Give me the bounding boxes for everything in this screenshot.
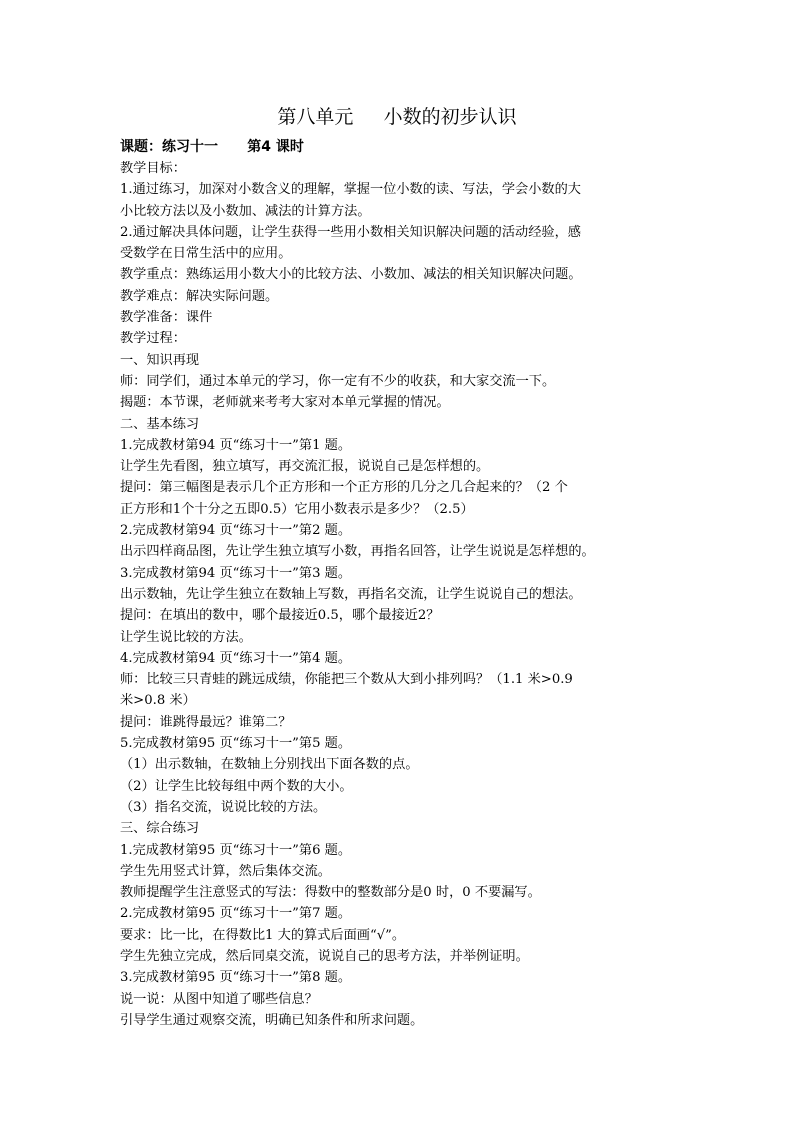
text-line: 教学重点：熟练运用小数大小的比较方法、小数加、减法的相关知识解决问题。 xyxy=(120,267,582,283)
text-line: 学生先独立完成，然后同桌交流，说说自己的思考方法，并举例证明。 xyxy=(120,948,529,964)
text-line: 3.完成教材第94 页“练习十一”第3 题。 xyxy=(120,565,352,581)
text-line: 教学目标： xyxy=(120,161,186,176)
lesson-heading: 课题：练习十一 第4 课时 xyxy=(120,139,304,155)
text-line: 教学难点：解决实际问题。 xyxy=(120,288,279,304)
document-body xyxy=(120,158,680,1031)
text-line: 要求：比一比，在得数比1 大的算式后面画“√”。 xyxy=(120,927,406,943)
text-line: 1.完成教材第94 页“练习十一”第1 题。 xyxy=(120,437,352,453)
text-line: 小比较方法以及小数加、减法的计算方法。 xyxy=(120,203,371,219)
text-line: 师：同学们，通过本单元的学习，你一定有不少的收获，和大家交流一下。 xyxy=(120,373,556,389)
text-line: 3.完成教材第95 页“练习十一”第8 题。 xyxy=(120,970,352,986)
text-line: 提问：第三幅图是表示几个正方形和一个正方形的几分之几合起来的？（2 个 xyxy=(120,480,568,496)
text-line: 提问：在填出的数中，哪个最接近0.5，哪个最接近2？ xyxy=(120,608,440,624)
text-line: 揭题：本节课，老师就来考考大家对本单元掌握的情况。 xyxy=(120,395,450,411)
text-line: 提问：谁跳得最远？谁第二？ xyxy=(120,714,292,730)
text-line: 出示四样商品图，先让学生独立填写小数，再指名回答，让学生说说是怎样想的。 xyxy=(120,544,595,560)
text-line: 5.完成教材第95 页“练习十一”第5 题。 xyxy=(120,736,352,752)
text-line: 教学过程： xyxy=(120,331,186,347)
text-line: 2.通过解决具体问题，让学生获得一些用小数相关知识解决问题的活动经验，感 xyxy=(120,224,581,240)
text-line: 教师提醒学生注意竖式的写法：得数中的整数部分是0 时，0 不要漏写。 xyxy=(120,885,541,901)
text-line: 说一说：从图中知道了哪些信息？ xyxy=(120,991,318,1007)
text-line: 出示数轴，先让学生独立在数轴上写数，再指名交流，让学生说说自己的想法。 xyxy=(120,586,582,602)
text-line: 二、基本练习 xyxy=(120,416,200,432)
text-line: 4.完成教材第94 页“练习十一”第4 题。 xyxy=(120,650,352,666)
text-line: 1.完成教材第95 页“练习十一”第6 题。 xyxy=(120,842,352,858)
text-line: 1.通过练习，加深对小数含义的理解，掌握一位小数的读、写法，学会小数的大 xyxy=(120,182,581,198)
text-line: 三、综合练习 xyxy=(120,821,200,837)
text-line: 让学生先看图，独立填写，再交流汇报，说说自己是怎样想的。 xyxy=(120,459,490,475)
text-line: 教学准备：课件 xyxy=(120,310,213,326)
text-line: （2）让学生比较每组中两个数的大小。 xyxy=(120,778,353,794)
text-line: 引导学生通过观察交流，明确已知条件和所求问题。 xyxy=(120,1012,424,1028)
text-line: 2.完成教材第94 页“练习十一”第2 题。 xyxy=(120,523,352,539)
document-title: 第八单元 小数的初步认识 xyxy=(277,106,517,128)
text-line: 师：比较三只青蛙的跳远成绩，你能把三个数从大到小排列吗？（1.1 米>0.9 xyxy=(120,672,573,688)
text-line: 让学生说比较的方法。 xyxy=(120,629,252,645)
text-line: （1）出示数轴，在数轴上分别找出下面各数的点。 xyxy=(120,757,419,773)
text-line: 米>0.8 米） xyxy=(120,693,196,709)
text-line: 学生先用竖式计算，然后集体交流。 xyxy=(120,863,331,879)
text-line: 受数学在日常生活中的应用。 xyxy=(120,246,292,262)
text-line: 正方形和1个十分之五即0.5）它用小数表示是多少？（2.5） xyxy=(120,501,474,517)
text-line: 2.完成教材第95 页“练习十一”第7 题。 xyxy=(120,906,352,922)
text-line: 一、知识再现 xyxy=(120,352,200,368)
text-line: （3）指名交流，说说比较的方法。 xyxy=(120,799,327,815)
